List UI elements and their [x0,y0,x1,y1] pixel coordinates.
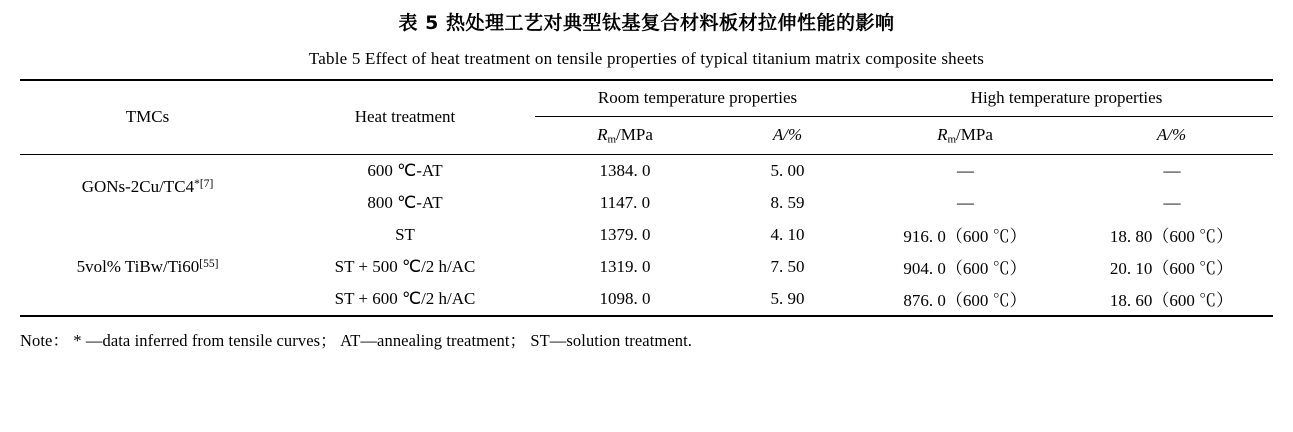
cell-a-high: 20. 10（600 ℃） [1109,259,1234,278]
cell-material: GONs-$2Cu/TC4^{*[7]}$ [81,176,214,196]
cell-heat-treatment: ST + 600 ℃/2 h/AC [334,288,476,308]
cell-rm-high: — [957,192,973,212]
cell-a-room: 5. 90 [770,288,805,308]
cell-rm-room: 1147. 0 [599,192,651,212]
table-caption-chinese: 表 5 热处理工艺对典型钛基复合材料板材拉伸性能的影响 [398,12,895,34]
header-tmcs: TMCs [20,80,275,154]
cell-a-high: 18. 60（600 ℃） [1109,291,1234,310]
header-group-high-temperature: High temperature properties [860,80,1273,116]
table-figure [0,8,1293,432]
cell-heat-treatment: 600 ℃-AT [367,160,443,180]
header-a-room: A/% [772,125,803,144]
cell-rm-high: — [957,160,973,180]
cell-heat-treatment: ST [395,224,415,244]
cell-rm-high: 916. 0（600 ℃） [903,227,1027,246]
cell-a-high: — [1163,160,1180,180]
cell-heat-treatment: 800 ℃-AT [367,192,443,212]
cell-material: 5vol% TiBw/Ti60[55] [76,256,219,276]
table-caption-english: Table 5 Effect of heat treatment on tensile properties of typical titanium matrix composite sheets [308,49,985,68]
header-rm-room: $R_m$/MPa [597,124,653,146]
cell-rm-high: 876. 0（600 ℃） [903,291,1027,310]
data-table [20,79,1273,317]
cell-a-high: — [1163,192,1180,212]
cell-rm-room: 1384. 0 [599,160,651,180]
cell-rm-room: 1319. 0 [599,256,651,276]
table-note: Note： * —data inferred from tensile curves； AT—annealing treatment； ST—solution treatment. [20,330,693,350]
header-a-high: A/% [1156,125,1187,144]
cell-a-room: 8. 59 [770,192,805,212]
table-header-row-groups [20,80,1273,116]
cell-rm-room: 1098. 0 [599,288,651,308]
cell-heat-treatment: ST + 500 ℃/2 h/AC [334,256,476,276]
cell-a-room: 5. 00 [770,160,805,180]
header-group-room-temperature: Room temperature properties [535,80,860,116]
table-row [20,219,1273,251]
cell-a-room: 4. 10 [770,224,805,244]
table-row [20,154,1273,187]
cell-rm-high: 904. 0（600 ℃） [903,259,1027,278]
cell-a-room: 7. 50 [770,256,805,276]
cell-rm-room: 1379. 0 [599,224,651,244]
header-rm-high: $R_m$/MPa [937,124,993,146]
header-heat-treatment: Heat treatment [275,80,535,154]
cell-a-high: 18. 80（600 ℃） [1109,227,1234,246]
